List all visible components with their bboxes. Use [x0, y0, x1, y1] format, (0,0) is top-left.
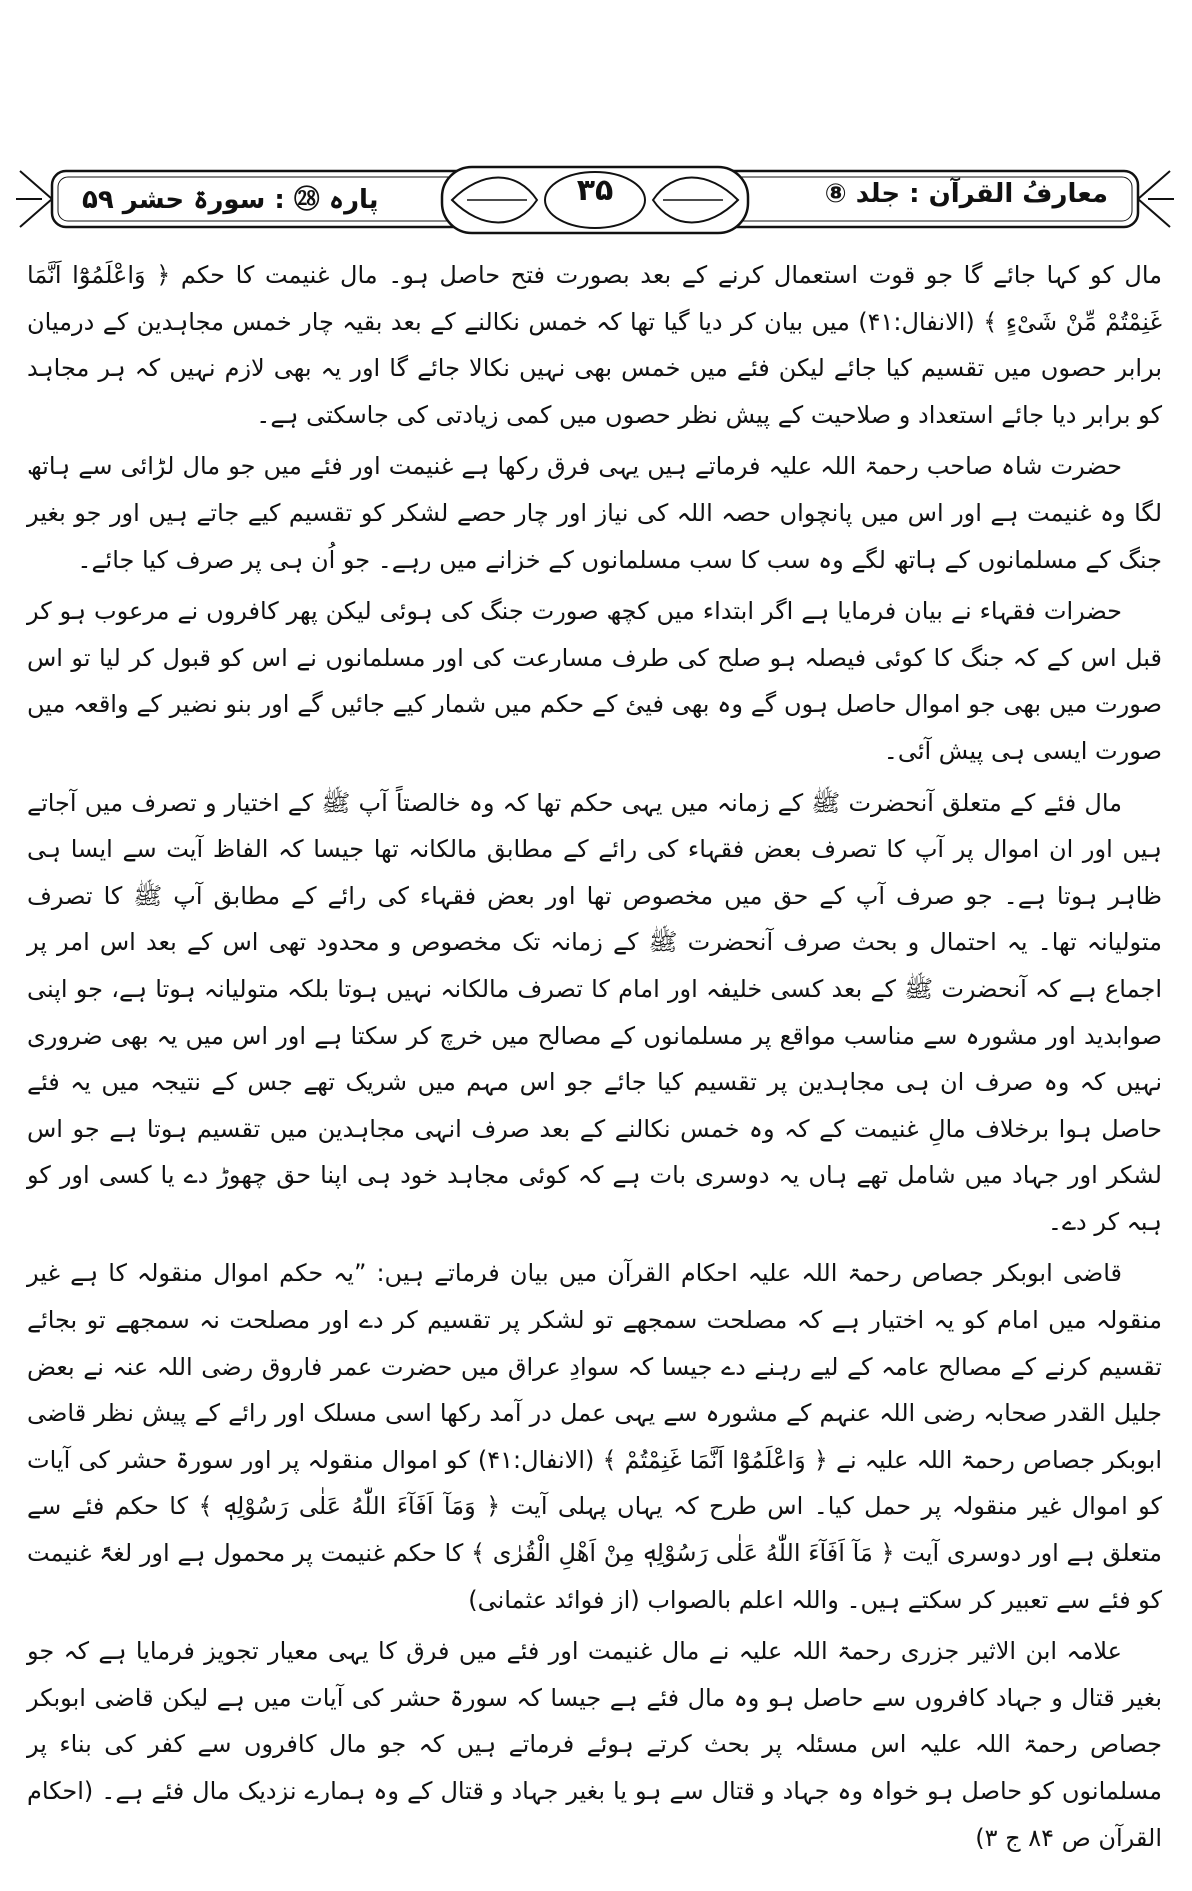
paragraph: مال کو کہا جائے گا جو قوت استعمال کرنے کے بعد بصورت فتح حاصل ہو۔ مال غنیمت کا حکم ﴿ وَاعْلَمُوْٓا اَنَّمَا غَنِمْتُمْ مِّنْ شَیْءٍ ﴾ (الانفال:۴۱) میں بیان کر دیا گیا تھا کہ خمس نکالنے کے بعد بقیہ چار خمس مجاہدین کے درمیان برابر حصوں میں تقسیم کیا جائے لیکن فئے میں خمس بھی نہیں نکالا جائے گا اور یہ بھی لازم نہیں کہ ہر مجاہد کو برابر دیا جائے استعداد و صلاحیت کے پیش نظر حصوں میں کمی زیادتی کی جاسکتی ہے۔: [27, 261, 1162, 429]
paragraph: مال فئے کے متعلق آنحضرت ﷺ کے زمانہ میں یہی حکم تھا کہ وہ خالصتاً آپ ﷺ کے اختیار و تصرف میں آجاتے ہیں اور ان اموال پر آپ کا تصرف بعض فقہاء کی رائے کے مطابق مالکانہ تھا جیسا کہ الفاظ آیت سے ایسا ہی ظاہر ہوتا ہے۔ جو صرف آپ کے حق میں مخصوص تھا اور بعض فقہاء کی رائے کے مطابق آپ ﷺ کا تصرف متولیانہ تھا۔ یہ احتمال و بحث صرف آنحضرت ﷺ کے زمانہ تک مخصوص و محدود تھی اس کے بعد اس امر پر اجماع ہے کہ آنحضرت ﷺ کے بعد کسی خلیفہ اور امام کا تصرف مالکانہ نہیں ہوتا بلکہ متولیانہ ہوتا ہے، جو اپنی صوابدید اور مشورہ سے مناسب مواقع پر مسلمانوں کے مصالح میں خرچ کر سکتا ہے اور اس میں یہ بھی ضروری نہیں کہ وہ صرف ان ہی مجاہدین پر تقسیم کیا جائے جو اس مہم میں شریک تھے جس کے نتیجہ میں یہ فئے حاصل ہوا برخلاف مالِ غنیمت کے کہ وہ خمس نکالنے کے بعد صرف انہی مجاہدین میں تقسیم ہوتا ہے جو اس لشکر اور جہاد میں شامل تھے ہاں یہ دوسری بات ہے کہ کوئی مجاہد خود ہی اپنا حق چھوڑ دے یا کسی اور کو ہبہ کر دے۔: [27, 788, 1162, 1236]
paragraph: قاضی ابوبکر جصاص رحمۃ اللہ علیہ احکام القرآن میں بیان فرماتے ہیں: ”یہ حکم اموال منقولہ کا ہے غیر منقولہ میں امام کو یہ اختیار ہے کہ مصلحت سمجھے تو لشکر پر تقسیم کر دے اور مصلحت نہ سمجھے تو بجائے تقسیم کرنے کے مصالح عامہ کے لیے رہنے دے جیسا کہ سوادِ عراق میں حضرت عمر فاروق رضی اللہ عنہ نے بعض جلیل القدر صحابہ رضی اللہ عنہم کے مشورہ سے یہی عمل در آمد رکھا اسی مسلک اور رائے کے پیش نظر قاضی ابوبکر جصاص رحمۃ اللہ علیہ نے ﴿ وَاعْلَمُوْٓا اَنَّمَا غَنِمْتُمْ ﴾ (الانفال:۴۱) کو اموال منقولہ پر اور سورۃ حشر کی آیات کو اموال غیر منقولہ پر حمل کیا۔ اس طرح کہ یہاں پہلی آیت ﴿ وَمَآ اَفَآءَ اللّٰهُ عَلٰی رَسُوْلِهٖ ﴾ کا حکم فئے سے متعلق ہے اور دوسری آیت ﴿ مَآ اَفَآءَ اللّٰهُ عَلٰی رَسُوْلِهٖ مِنْ اَهْلِ الْقُرٰی ﴾ کا حکم غنیمت پر محمول ہے اور لغۃً غنیمت کو فئے سے تعبیر کر سکتے ہیں۔ واللہ اعلم بالصواب (از فوائد عثمانی): [27, 1259, 1163, 1614]
part-surah-label: پارہ ㉘ : سورۃ حشر ۵۹: [82, 185, 379, 215]
paragraph: علامہ ابن الاثیر جزری رحمۃ اللہ علیہ نے مال غنیمت اور فئے میں فرق کا یہی معیار تجویز فرمایا ہے کہ جو بغیر قتال و جہاد کافروں سے حاصل ہو وہ مال فئے ہے جیسا کہ سورۃ حشر کی آیات میں ہے لیکن قاضی ابوبکر جصاص رحمۃ اللہ علیہ اس مسئلہ پر بحث کرتے ہوئے فرماتے ہیں کہ جو مال کافروں سے کفر کی بناء پر مسلمانوں کو حاصل ہو خواہ وہ جہاد و قتال سے ہو یا بغیر جہاد و قتال کے وہ ہمارے نزدیک مال فئے ہے۔ (احکام القرآن ص ۸۴ ج ۳): [27, 1637, 1162, 1852]
paragraph: حضرات فقہاء نے بیان فرمایا ہے اگر ابتداء میں کچھ صورت جنگ کی ہوئی لیکن پھر کافروں نے مرعوب ہو کر قبل اس کے کہ جنگ کا کوئی فیصلہ ہو صلح کی طرف مسارعت کی اور مسلمانوں نے اس کو قبول کر لیا تو اس صورت میں بھی جو اموال حاصل ہوں گے وہ بھی فیئ کے حکم میں شمار کیے جائیں گے اور بنو نضیر کے واقعہ میں صورت ایسی ہی پیش آئی۔: [27, 597, 1162, 765]
book-title: معارفُ القرآن : جلد ⑧: [824, 179, 1108, 209]
page-number: ۳۵: [576, 173, 614, 208]
paragraph: حضرت شاہ صاحب رحمۃ اللہ علیہ فرماتے ہیں یہی فرق رکھا ہے غنیمت اور فئے میں جو مال لڑائی سے ہاتھ لگا وہ غنیمت ہے اور اس میں پانچواں حصہ اللہ کی نیاز اور چار حصے لشکر کو تقسیم کیے جاتے ہیں اور جو بغیر جنگ کے مسلمانوں کے ہاتھ لگے وہ سب کا سب مسلمانوں کے خزانے میں رہے۔ جو اُن ہی پر صرف کیا جائے۔: [27, 452, 1162, 574]
page-header: [12, 165, 1178, 235]
main-text: [27, 252, 1162, 1866]
